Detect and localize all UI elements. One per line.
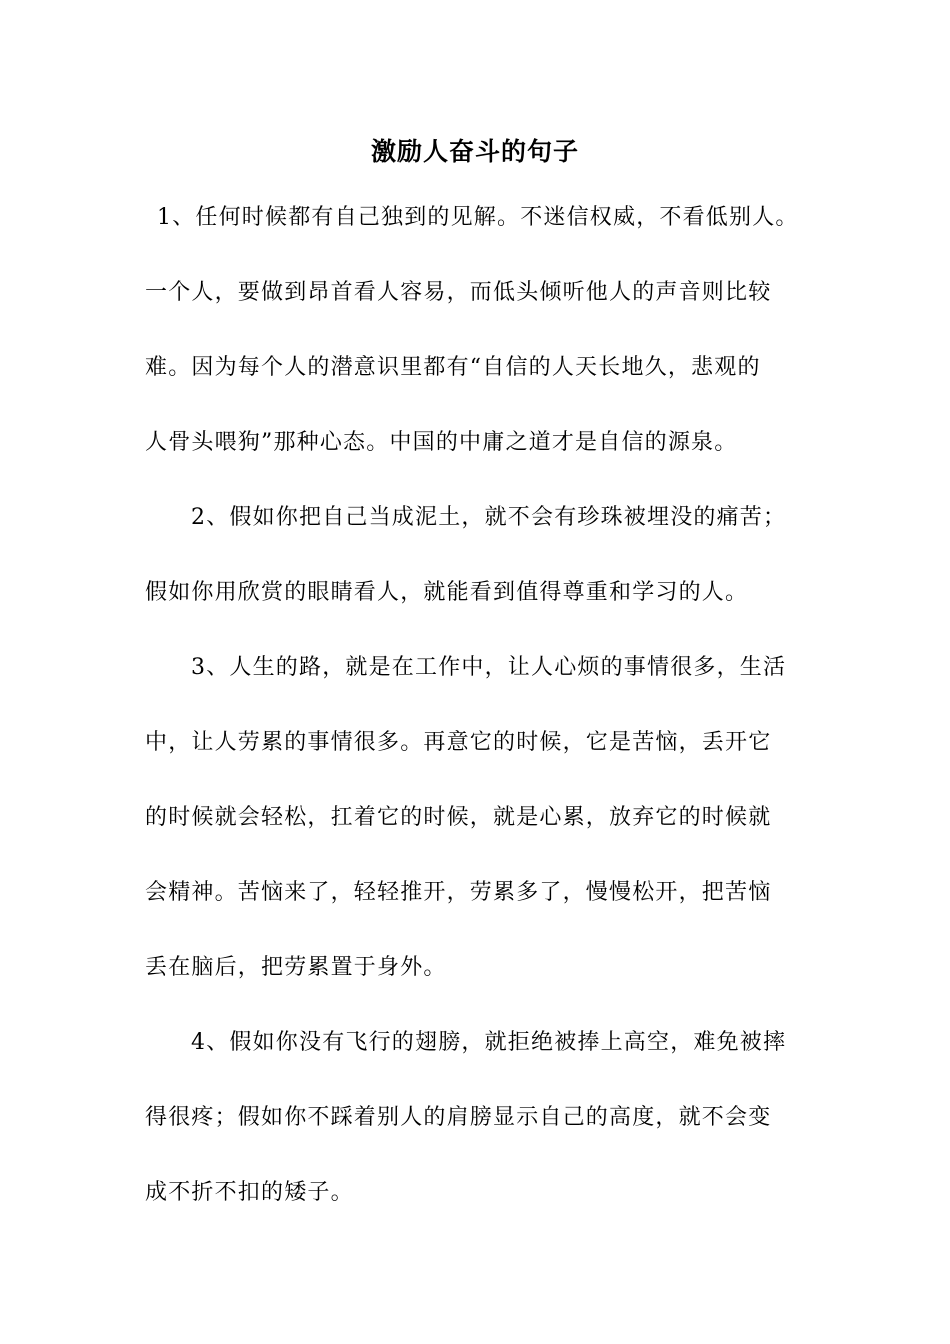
paragraph-line: 会精神。苦恼来了，轻轻推开，劳累多了，慢慢松开，把苦恼	[145, 880, 772, 905]
paragraph-4	[145, 1005, 825, 1230]
document-body	[145, 180, 825, 1230]
paragraph-line: 中，让人劳累的事情很多。再意它的时候，它是苦恼，丢开它	[145, 730, 772, 755]
paragraph-line: 难。因为每个人的潜意识里都有“自信的人天长地久，悲观的	[145, 355, 761, 380]
paragraph-2	[145, 480, 825, 630]
paragraph-line: 1、任何时候都有自己独到的见解。不迷信权威，不看低别人。	[157, 205, 799, 230]
paragraph-line: 3、人生的路，就是在工作中，让人心烦的事情很多，生活	[191, 655, 787, 680]
paragraph-line: 2、假如你把自己当成泥土，就不会有珍珠被埋没的痛苦；	[191, 505, 787, 530]
paragraph-line: 人骨头喂狗”那种心态。中国的中庸之道才是自信的源泉。	[145, 430, 738, 455]
paragraph-line: 得很疼；假如你不踩着别人的肩膀显示自己的高度，就不会变	[145, 1105, 772, 1130]
paragraph-line: 成不折不扣的矮子。	[145, 1180, 354, 1205]
paragraph-line: 丢在脑后，把劳累置于身外。	[145, 955, 447, 980]
paragraph-1	[145, 180, 825, 480]
paragraph-3	[145, 630, 825, 1005]
paragraph-line: 一个人，要做到昂首看人容易，而低头倾听他人的声音则比较	[145, 280, 772, 305]
document-title: 激励人奋斗的句子	[370, 137, 579, 166]
paragraph-line: 的时候就会轻松，扛着它的时候，就是心累，放弃它的时候就	[145, 805, 772, 830]
paragraph-line: 假如你用欣赏的眼睛看人，就能看到值得尊重和学习的人。	[145, 580, 749, 605]
paragraph-line: 4、假如你没有飞行的翅膀，就拒绝被捧上高空，难免被摔	[191, 1030, 787, 1055]
